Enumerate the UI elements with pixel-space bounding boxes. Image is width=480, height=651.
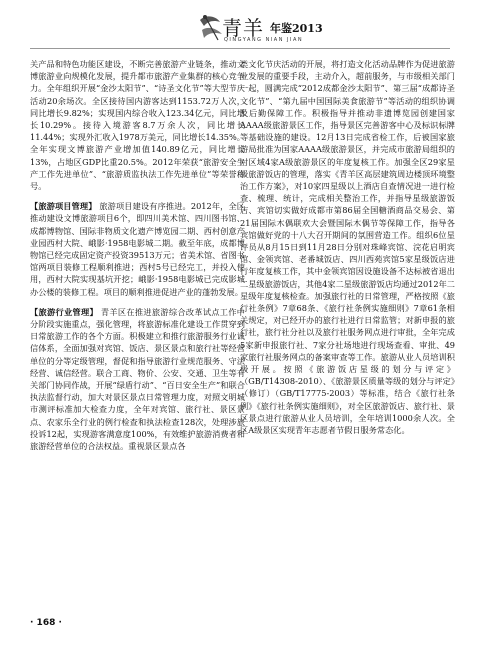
section-heading-project: 【旅游项目管理】 <box>30 201 97 212</box>
paragraph-tourism-overview: 关产品和特色功能区建设，不断完善旅游产业链条，推动文博旅游业向规模化发展，提升都市旅游产业集群的核心竞争力。全年组织开展“金沙太阳节”、“诗圣文化节”等大型节庆活动20余场次。全区接待国内游客达到1153.72万人次，同比增长9.82%；实现国内综合收入123.34亿元，同比增长10.29%。接待入境游客8.7万余人次，同比增长11.44%；实现外汇收入1978万美元，同比增长14.35%。全年实现文博旅游产业增加值140.89亿元，同比增长13%，占地区GDP比重20.5%。2012年荣获“旅游安全生产工作先进单位”、“旅游质监执法工作先进单位”等荣誉称号。 <box>30 59 245 192</box>
page-number: · 168 · <box>30 618 62 628</box>
paragraph-project-body: 旅游项目建设有序推进。2012年，全区推动建设文博旅游项目6个，即四川美术馆、四川图书馆、成都博物馆、国际非物质文化遗产博览园二期、西村创意产业园西村大院、峨影·1958电影城二期。截至年底，成都博物馆已经完成固定资产投资39513万元；省美术馆、省图书馆两项目装修工程顺利推进；西村5号已经完工，并投入使用，西村大院实现基坑开挖；峨影·1958电影城已完成影城办公楼的装修工程。项目的顺利推进促进产业的蓬勃发展。 <box>30 201 245 297</box>
paragraph-festivals-and-hotels: 类文化节庆活动的开展，将打造文化活动品牌作为促进旅游业发展的重要手段，主动介入，超前服务，与市级相关部门一起，圆满完成“2012成都金沙太阳节”、第三届“成都诗圣文化节”、“第九届中国国际美食旅游节”等活动的组织协调及后勤保障工作。积极指导并推动非遗博览园创建国家AAAA级旅游景区工作，指导景区完善游客中心及标识标牌等基础设施的建设。12月13日完成省检工作，后被国家旅游局批准为国家AAAA级旅游景区，并完成市旅游局组织的对区域4家A级旅游景区的年度复核工作。加强全区29家星级旅游饭店的管理，落实《青羊区高层建筑周边楼顶环境整治工作方案》，对10家四星级以上酒店自查情况进一进行检查、梳理、统计，完成相关整治工作，并指导星级旅游饭店、宾馆切实做好成都市第86届全国糖酒商品交易会、第21届国际木偶联欢大会暨国际木偶节等保障工作，指导各宾馆做好党的十八大召开期间的氛围营造工作。组织6位星评员从8月15日到11月28日分别对珠峰宾馆、浣花启明宾馆、金领宾馆、老番城饭店、四川西苑宾馆5家星级饭店进行年度复核工作，其中金领宾馆因设施设备不达标被省退出二星级旅游饭店，其他4家二星级旅游饭店均通过2012年二星级年度复核检查。加强旅行社的日常管理，严格按照《旅行社条例》7章68条、《旅行社条例实施细则》7章61条相关规定，对已经开办的旅行社进行日常监管；对新申报的旅行社，旅行社分社以及旅行社服务网点进行审批，全年完成5家新申报旅行社、7家分社场地进行现场查看、审批、49家旅行社服务网点的备案审查等工作。旅游从业人员培训积极开展。按照《旅游饭店星级的划分与评定》（GB/T14308-2010）、《旅游景区质量等级的划分与评定》（修订）（GB/T17775-2003）等标准，结合《旅行社条例》《旅行社条例实施细则》，对全区旅游饭店、旅行社、景区景点进行旅游从业人员培训，全年培训1000余人次。全区A级景区实现青年志愿者节假日服务常态化。 <box>240 59 455 436</box>
paragraph-industry-body: 青羊区在推进旅游综合改革试点工作中分阶段实施重点，强化管理，将旅游标准化建设工作贯穿到日常旅游工作的各个方面。积极建立和推行旅游服务行业诚信体系，全面加强对宾馆、饭店、景区景点和旅行社等经营单位的分等定级管理，督促和指导旅游行业规范服务、守法经营、诚信经营。联合工商、物价、公安、交通、卫生等有关部门协同作战，开展“绿盾行动”、“百日安全生产”和联合执法监督行动，加大对景区景点日常管理力度，对照文明城市测评标准加大检查力度，全年对宾馆、旅行社、景区景点、农家乐全行业的例行检查和执法检查128次，处理涉旅投诉12起，实现游客满意度100%，有效维护旅游消费者和旅游经营单位的合法权益。重视景区景点各 <box>30 306 245 452</box>
page-header <box>0 0 480 52</box>
right-column <box>240 58 455 628</box>
header-divider <box>30 48 450 49</box>
yearbook-romanization: QINGYANG NIAN JIAN <box>224 37 304 43</box>
paragraph-industry-management <box>30 306 245 452</box>
yearbook-year: 年鉴2013 <box>270 22 323 35</box>
yearbook-title: 青羊 <box>222 16 264 40</box>
left-column <box>30 58 245 618</box>
section-heading-industry: 【旅游行业管理】 <box>30 306 98 317</box>
paragraph-project-management <box>30 200 245 298</box>
yearbook-brand <box>196 10 323 46</box>
